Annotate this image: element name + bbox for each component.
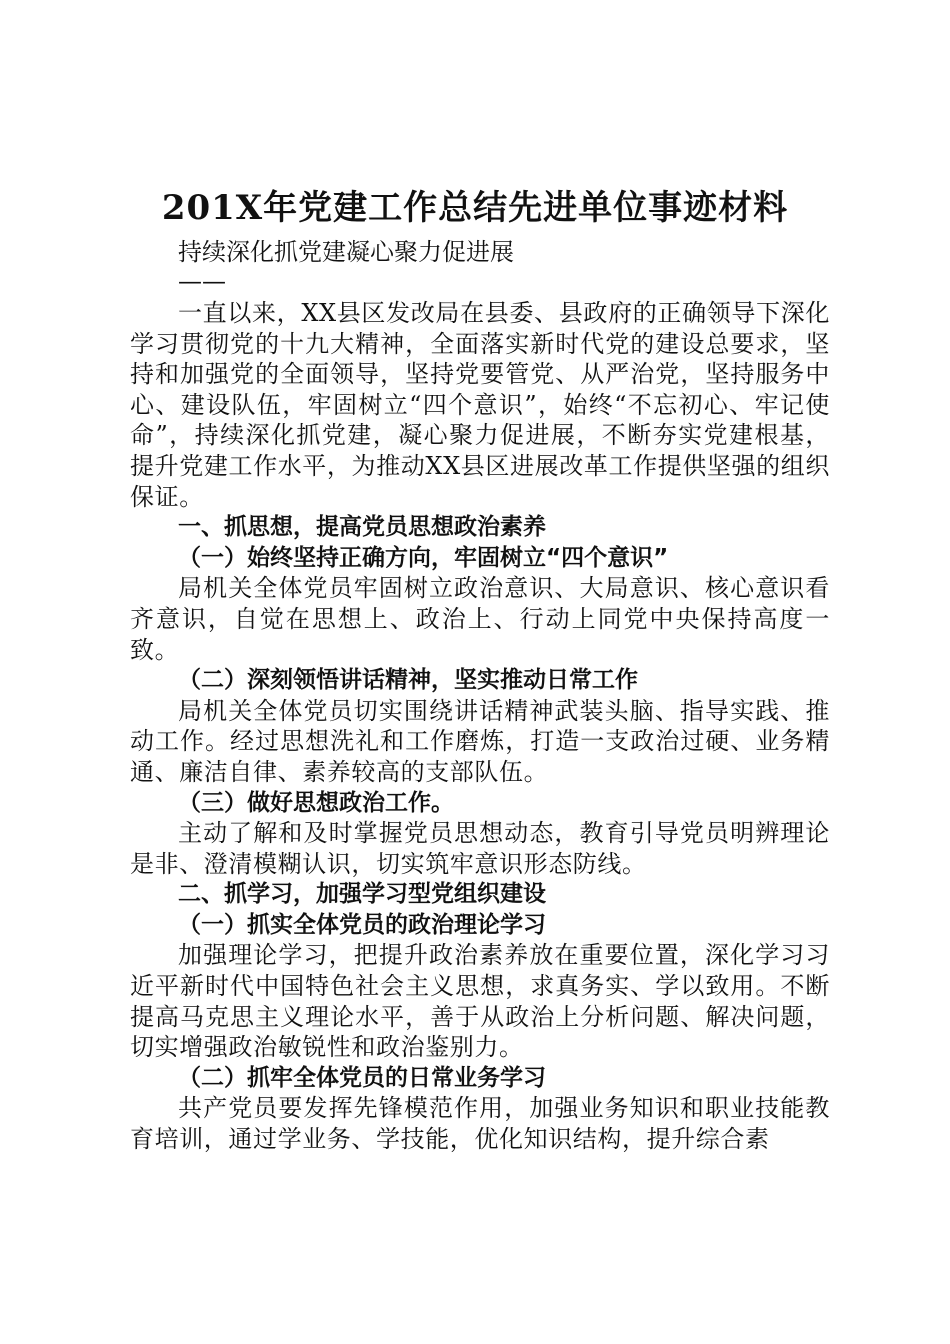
subsection-heading-2-1: （一）抓实全体党员的政治理论学习 (178, 911, 546, 938)
paragraph-2-2: 共产党员要发挥先锋模范作用，加强业务知识和职业技能教育培训，通过学业务、学技能，优化知识结构，提升综合素 (130, 1094, 830, 1154)
subsection-heading-1-1: （一）始终坚持正确方向，牢固树立“四个意识” (178, 544, 669, 571)
section-heading-2: 二、抓学习，加强学习型党组织建设 (178, 881, 546, 908)
paragraph-1-2: 局机关全体党员切实围绕讲话精神武装头脑、指导实践、推动工作。经过思想洗礼和工作磨炼，打造一支政治过硬、业务精通、廉洁自律、素养较高的支部队伍。 (130, 696, 830, 786)
intro-paragraph: 一直以来，XX县区发改局在县委、县政府的正确领导下深化学习贯彻党的十九大精神，全面落实新时代党的建设总要求，坚持和加强党的全面领导，坚持党要管党、从严治党，坚持服务中心、建设队伍，牢固树立“四个意识”，始终“不忘初心、牢记使命”，持续深化抓党建，凝心聚力促进展，不断夯实党建根基，提升党建工作水平，为推动XX县区进展改革工作提供坚强的组织保证。 (130, 299, 830, 511)
document-title: 201X年党建工作总结先进单位事迹材料 (161, 188, 789, 228)
document-subtitle: 持续深化抓党建凝心聚力促进展 (178, 238, 514, 266)
subsection-heading-2-2: （二）抓牢全体党员的日常业务学习 (178, 1064, 546, 1091)
subsection-heading-1-2: （二）深刻领悟讲话精神，坚实推动日常工作 (178, 667, 638, 694)
section-heading-1: 一、抓思想，提高党员思想政治素养 (178, 514, 546, 541)
subtitle-dash: —— (178, 267, 226, 295)
document-body (130, 298, 830, 1155)
paragraph-1-3: 主动了解和及时掌握党员思想动态，教育引导党员明辨理论是非、澄清模糊认识，切实筑牢意识形态防线。 (130, 819, 830, 878)
subsection-heading-1-3: （三）做好思想政治工作。 (178, 789, 454, 816)
paragraph-1-1: 局机关全体党员牢固树立政治意识、大局意识、核心意识看齐意识，自觉在思想上、政治上、行动上同党中央保持高度一致。 (130, 574, 830, 664)
paragraph-2-1: 加强理论学习，把提升政治素养放在重要位置，深化学习习近平新时代中国特色社会主义思想，求真务实、学以致用。不断提高马克思主义理论水平，善于从政治上分析问题、解决问题，切实增强政治敏锐性和政治鉴别力。 (130, 941, 830, 1062)
